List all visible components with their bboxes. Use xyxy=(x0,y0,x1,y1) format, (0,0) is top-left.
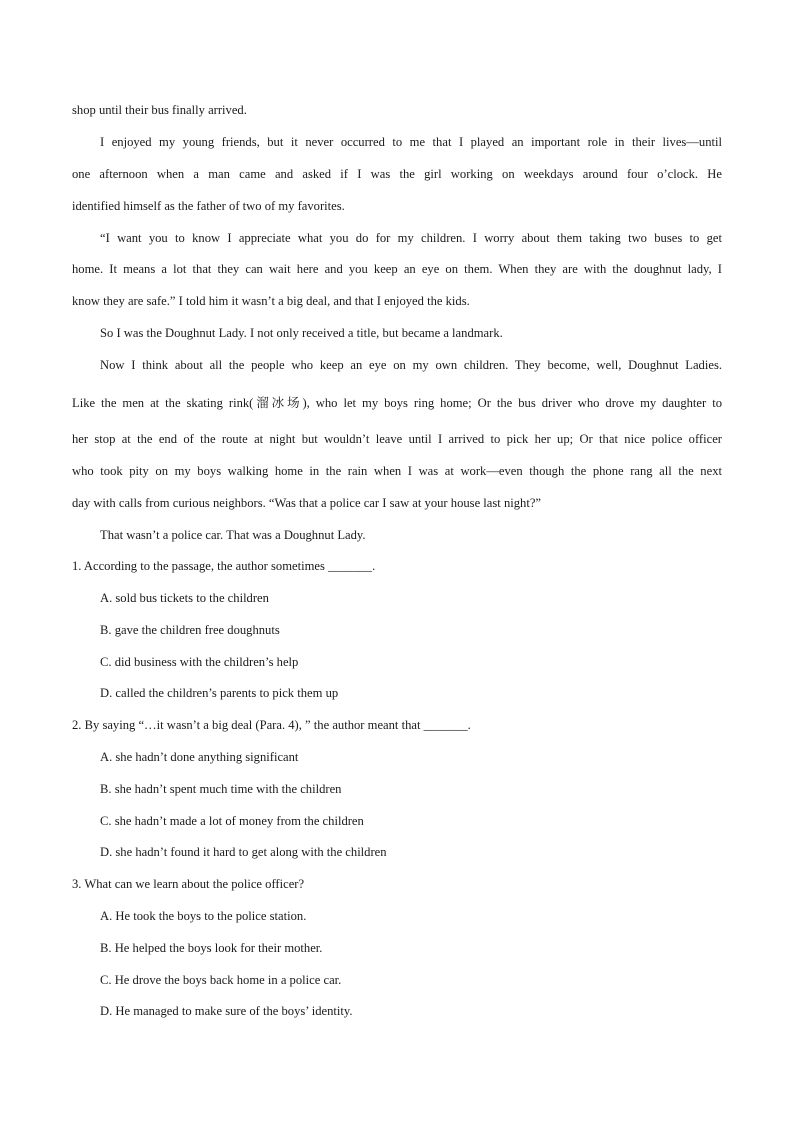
passage-line: So I was the Doughnut Lady. I not only received a title, but became a landmark. xyxy=(100,326,503,340)
question-1-option-c: C. did business with the children’s help xyxy=(100,655,299,669)
passage-line: I enjoyed my young friends, but it never occurred to me that I played an important role in their lives—until xyxy=(100,135,722,149)
passage-line: shop until their bus finally arrived. xyxy=(72,103,247,117)
question-3-stem: 3. What can we learn about the police officer? xyxy=(72,877,305,891)
question-2-stem: 2. By saying “…it wasn’t a big deal (Para. 4), ” the author meant that _______. xyxy=(72,718,471,732)
question-1-option-d: D. called the children’s parents to pick them up xyxy=(100,686,339,700)
question-2-option-d: D. she hadn’t found it hard to get along with the children xyxy=(100,845,387,859)
question-2-option-c: C. she hadn’t made a lot of money from the children xyxy=(100,814,364,828)
passage-line: one afternoon when a man came and asked if I was the girl working on weekdays around four o’clock. He xyxy=(72,167,722,181)
passage-line: Like the men at the skating rink(溜冰场), who let my boys ring home; Or the bus driver who drove my daughter to xyxy=(72,396,722,410)
question-3-option-d: D. He managed to make sure of the boys’ identity. xyxy=(100,1004,353,1018)
question-2-option-b: B. she hadn’t spent much time with the children xyxy=(100,782,342,796)
question-2-option-a: A. she hadn’t done anything significant xyxy=(100,750,299,764)
passage-line: “I want you to know I appreciate what you do for my children. I worry about them taking two buses to get xyxy=(100,231,722,245)
question-1-stem: 1. According to the passage, the author sometimes _______. xyxy=(72,559,376,573)
question-3-option-c: C. He drove the boys back home in a police car. xyxy=(100,973,342,987)
passage-line: Now I think about all the people who keep an eye on my own children. They become, well, Doughnut Ladies. xyxy=(100,358,722,372)
question-3-option-b: B. He helped the boys look for their mother. xyxy=(100,941,323,955)
question-1-option-b: B. gave the children free doughnuts xyxy=(100,623,280,637)
passage-line: That wasn’t a police car. That was a Doughnut Lady. xyxy=(100,528,366,542)
passage-line: day with calls from curious neighbors. “Was that a police car I saw at your house last night?” xyxy=(72,496,542,510)
passage-line: who took pity on my boys walking home in the rain when I was at work—even though the phone rang all the next xyxy=(72,464,722,478)
passage-line: know they are safe.” I told him it wasn’t a big deal, and that I enjoyed the kids. xyxy=(72,294,470,308)
question-1-option-a: A. sold bus tickets to the children xyxy=(100,591,269,605)
question-3-option-a: A. He took the boys to the police station. xyxy=(100,909,307,923)
passage-line: her stop at the end of the route at night but wouldn’t leave until I arrived to pick her up; Or that nice police officer xyxy=(72,432,722,446)
passage-line: identified himself as the father of two of my favorites. xyxy=(72,199,345,213)
passage-line: home. It means a lot that they can wait here and you keep an eye on them. When they are with the doughnut lady, I xyxy=(72,262,722,276)
